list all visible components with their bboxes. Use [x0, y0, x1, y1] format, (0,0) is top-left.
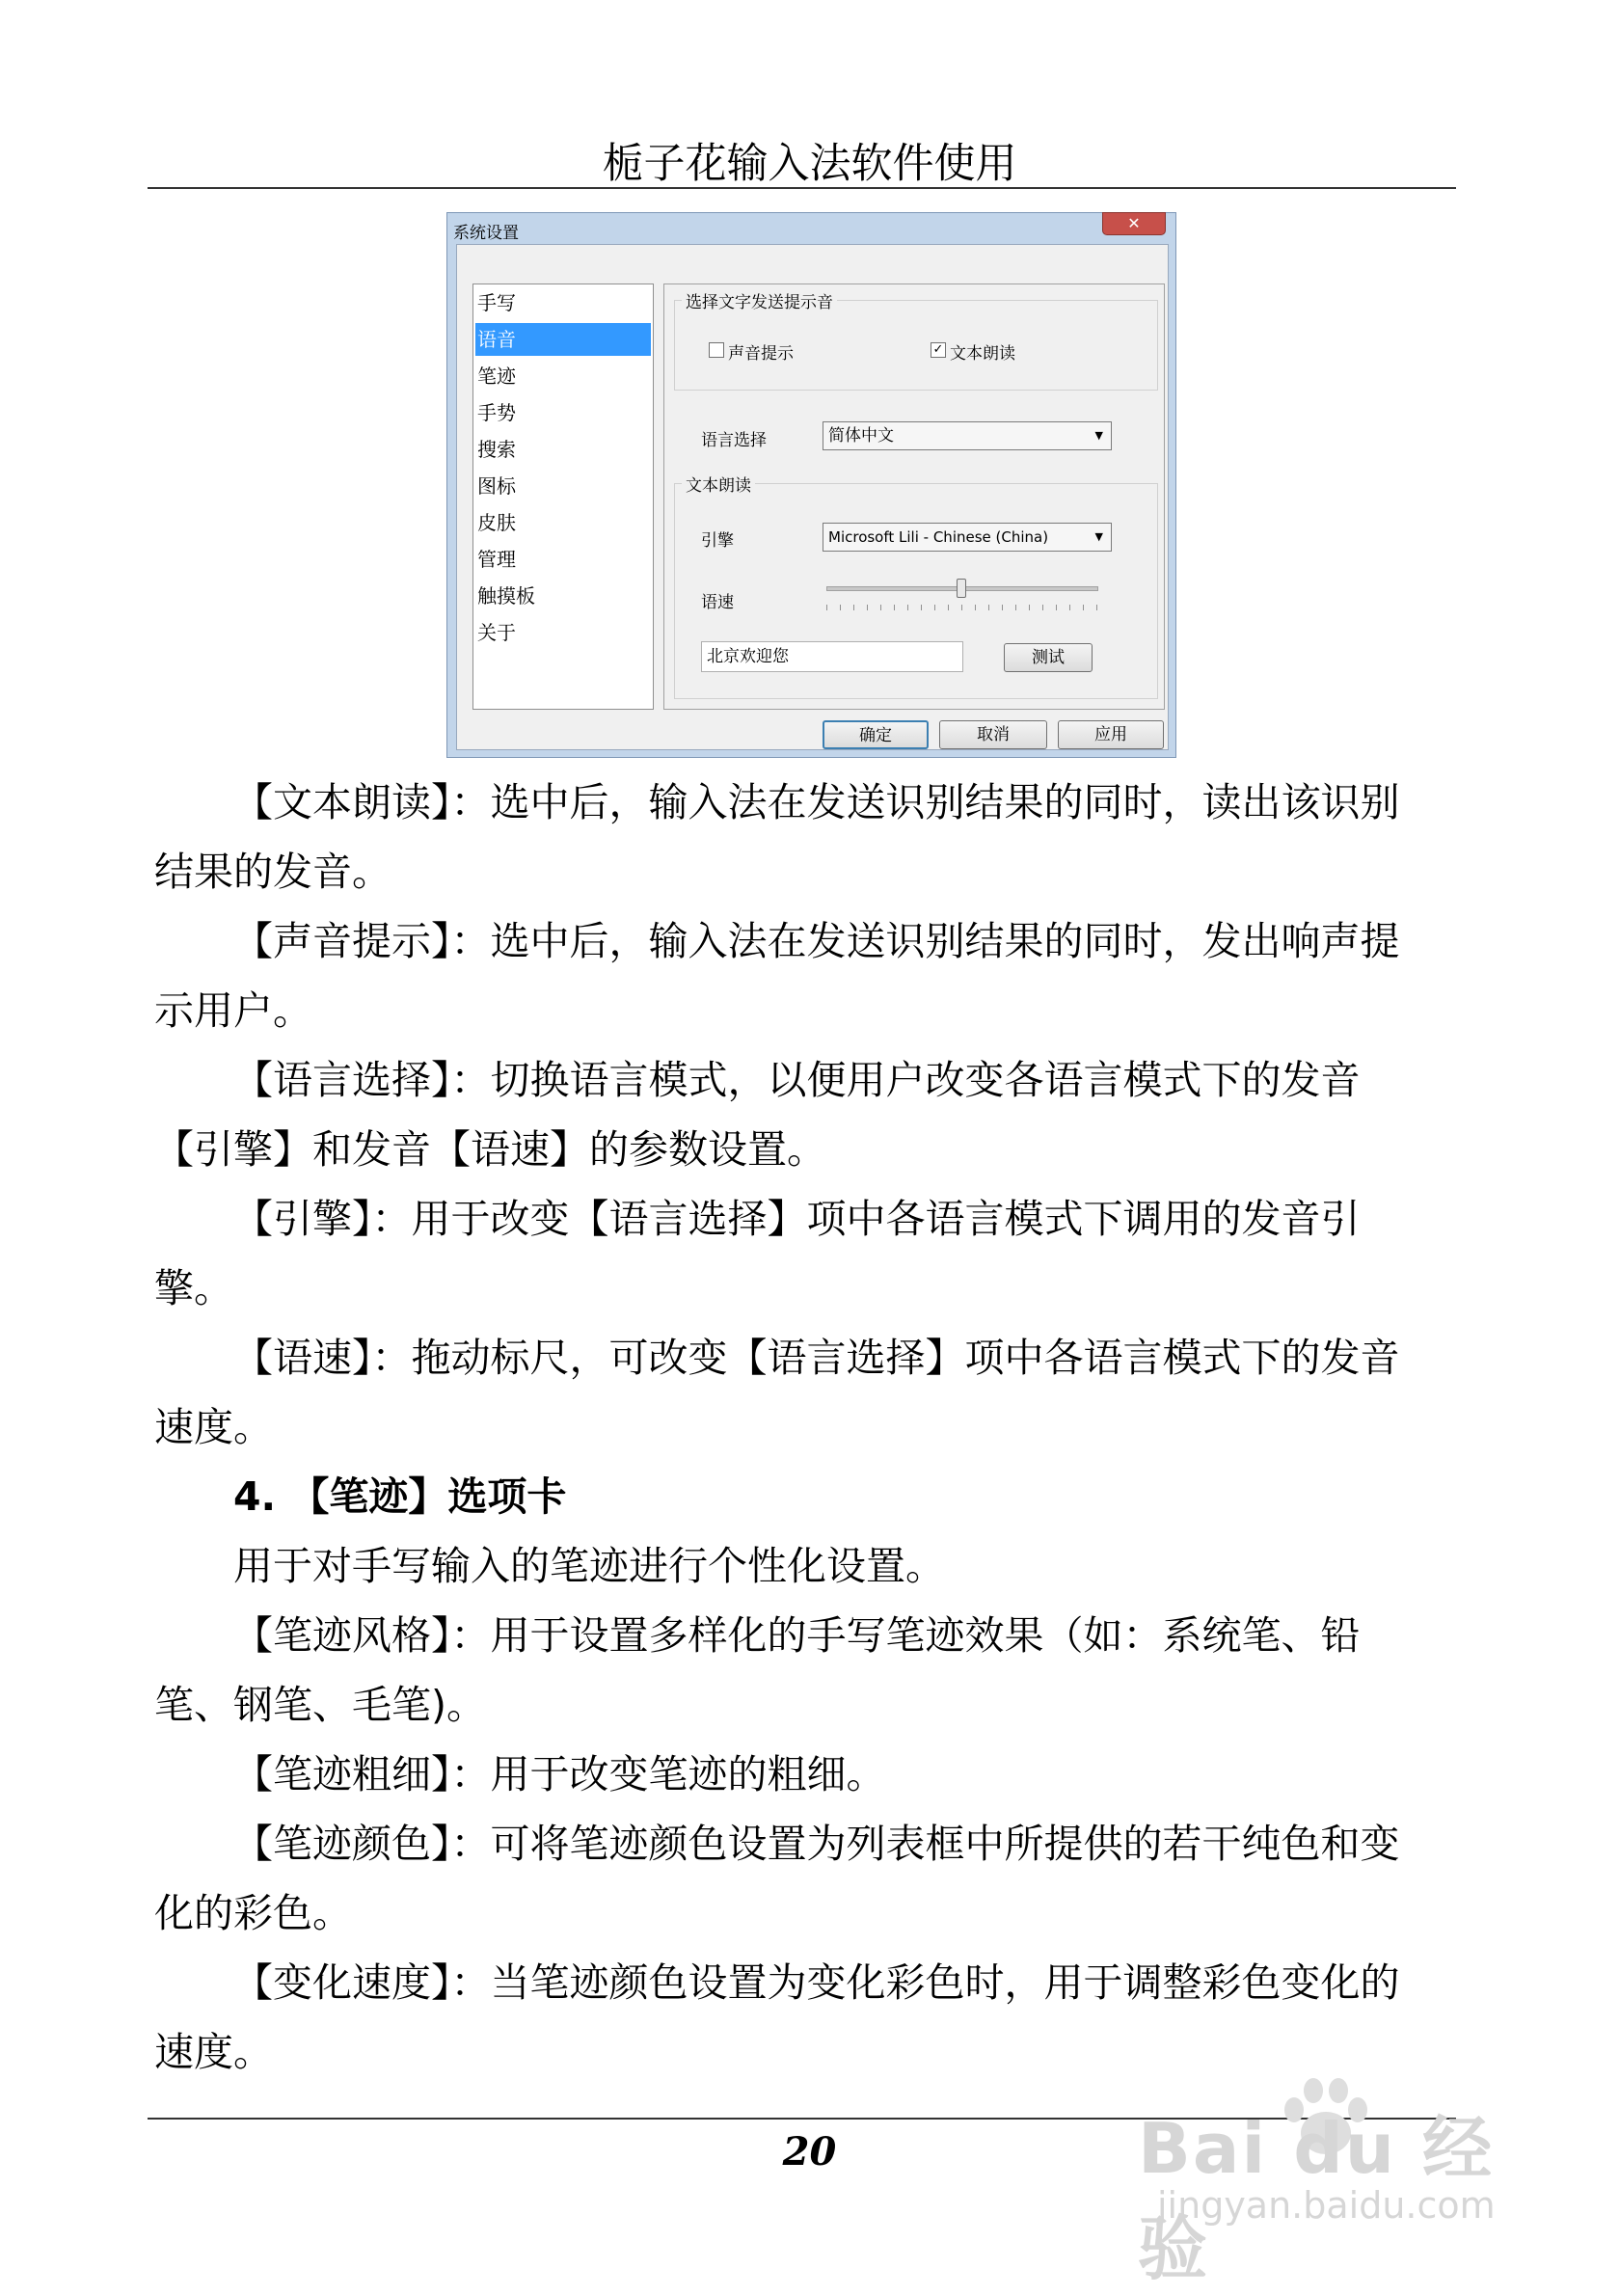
nav-item-skins[interactable]: 皮肤 — [477, 511, 516, 534]
paragraph-stroke-color — [154, 1809, 1471, 1948]
paragraph-line: 【引擎】：用于改变【语言选择】项中各语言模式下调用的发音引 — [233, 1196, 1361, 1242]
header-rule — [148, 187, 1456, 189]
paragraph-line: 【笔迹风格】：用于设置多样化的手写笔迹效果（如：系统笔、铅 — [233, 1612, 1361, 1659]
nav-item-touchpad[interactable]: 触摸板 — [477, 584, 535, 608]
test-button[interactable]: 测试 — [1004, 643, 1093, 672]
paragraph-text-read — [154, 768, 1471, 906]
paragraph-line: 擎。 — [154, 1265, 233, 1311]
paragraph-line: 示用户。 — [154, 987, 312, 1034]
ok-button[interactable]: 确定 — [823, 720, 929, 749]
test-text-input[interactable]: 北京欢迎您 — [701, 641, 963, 672]
voice-settings-panel — [663, 284, 1165, 710]
nav-item-handwriting[interactable]: 手写 — [477, 291, 516, 314]
language-select-value: 简体中文 — [828, 426, 894, 446]
cancel-button[interactable]: 取消 — [939, 720, 1047, 749]
page-header-title: 栀子花输入法软件使用 — [602, 140, 1017, 188]
paragraph-line: 用于对手写输入的笔迹进行个性化设置。 — [233, 1543, 945, 1589]
system-settings-dialog — [446, 212, 1176, 758]
watermark-brand: Bai du 经验 — [1138, 2108, 1495, 2289]
paragraph-stroke-width — [154, 1740, 1471, 1809]
apply-button[interactable]: 应用 — [1058, 720, 1164, 749]
speed-slider-ticks — [826, 605, 1100, 610]
speed-slider-thumb[interactable] — [957, 579, 966, 598]
engine-select[interactable] — [823, 523, 1112, 552]
paragraph-line: 【引擎】和发音【语速】的参数设置。 — [154, 1126, 826, 1173]
paragraph-line: 【变化速度】：当笔迹颜色设置为变化彩色时，用于调整彩色变化的 — [233, 1959, 1400, 2006]
paragraph-language-select — [154, 1045, 1471, 1184]
paragraph-strokes-intro — [154, 1531, 1471, 1601]
paragraph-line: 结果的发音。 — [154, 849, 391, 895]
paragraph-change-speed — [154, 1948, 1471, 2087]
sound-prompt-checkbox[interactable] — [709, 342, 724, 358]
close-button[interactable]: ✕ — [1102, 212, 1166, 235]
paragraph-line: 【语速】：拖动标尺，可改变【语言选择】项中各语言模式下的发音 — [233, 1335, 1400, 1381]
paragraph-line: 【笔迹颜色】：可将笔迹颜色设置为列表框中所提供的若干纯色和变 — [233, 1821, 1400, 1867]
nav-item-voice[interactable]: 语音 — [475, 323, 651, 356]
dialog-client-area — [456, 244, 1169, 750]
paragraph-stroke-style — [154, 1601, 1471, 1740]
paragraph-sound-prompt — [154, 906, 1471, 1045]
nav-item-search[interactable]: 搜索 — [477, 438, 516, 461]
sound-prompt-label: 声音提示 — [728, 344, 794, 364]
speed-label: 语速 — [701, 593, 734, 612]
sound-group-label: 选择文字发送提示音 — [682, 288, 837, 312]
paragraph-line: 【文本朗读】：选中后，输入法在发送识别结果的同时，读出该识别 — [233, 779, 1400, 825]
chevron-down-icon: ▼ — [1094, 530, 1103, 543]
chevron-down-icon: ▼ — [1094, 429, 1103, 442]
paragraph-line: 【笔迹粗细】：用于改变笔迹的粗细。 — [233, 1751, 886, 1797]
paragraph-line: 化的彩色。 — [154, 1890, 352, 1936]
paragraph-speed — [154, 1323, 1471, 1462]
language-select[interactable] — [823, 421, 1112, 450]
watermark-url: jingyan.baidu.com — [1157, 2184, 1496, 2227]
paragraph-line: 【声音提示】：选中后，输入法在发送识别结果的同时，发出响声提 — [233, 918, 1400, 964]
engine-label: 引擎 — [701, 531, 734, 551]
paragraph-line: 速度。 — [154, 2029, 273, 2075]
paragraph-line: 笔、钢笔、毛笔)。 — [154, 1682, 486, 1728]
settings-nav-list — [472, 284, 654, 710]
nav-item-icons[interactable]: 图标 — [477, 474, 516, 498]
text-read-checkbox[interactable]: ✓ — [931, 342, 946, 358]
language-label: 语言选择 — [701, 431, 767, 450]
paragraph-line: 【语言选择】：切换语言模式，以便用户改变各语言模式下的发音 — [233, 1057, 1361, 1103]
tts-group-label: 文本朗读 — [682, 472, 755, 496]
section-heading-strokes-tab: 4. 【笔迹】选项卡 — [233, 1473, 567, 1520]
nav-item-gestures[interactable]: 手势 — [477, 401, 516, 424]
page-number: 20 — [782, 2129, 837, 2174]
paragraph-engine — [154, 1184, 1471, 1323]
baidu-jingyan-watermark — [1138, 2073, 1543, 2289]
dialog-title: 系统设置 — [453, 224, 519, 243]
nav-item-manage[interactable]: 管理 — [477, 548, 516, 571]
text-read-label: 文本朗读 — [950, 344, 1015, 364]
paragraph-line: 速度。 — [154, 1404, 273, 1450]
nav-item-about[interactable]: 关于 — [477, 621, 516, 644]
nav-item-strokes[interactable]: 笔迹 — [477, 365, 516, 388]
engine-select-value: Microsoft Lili - Chinese (China) — [828, 528, 1049, 546]
